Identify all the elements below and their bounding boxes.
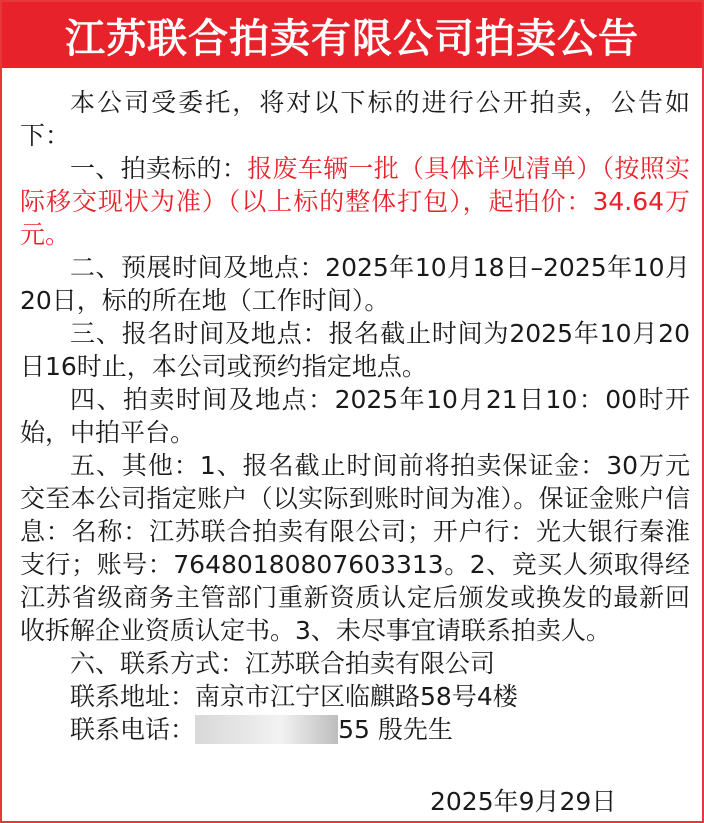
item-4-paragraph: 四、拍卖时间及地点：2025年10月21日10：00时开始，中拍平台。 xyxy=(20,385,690,447)
notice-date: 2025年9月29日 xyxy=(430,787,617,816)
contact-phone-label: 联系电话： xyxy=(70,715,196,744)
item-1-content: 报废车辆一批（具体详见清单）（按照实际移交现状为准）（以上标的整体打包），起拍价：34.64万元。 xyxy=(20,154,690,249)
contact-phone-suffix: 55 殷先生 xyxy=(338,715,453,744)
item-2-paragraph: 二、预展时间及地点：2025年10月18日–2025年10月20日，标的所在地（工作时间）。 xyxy=(20,253,690,315)
item-5-paragraph: 五、其他：1、报名截止时间前将拍卖保证金：30万元交至本公司指定账户（以实际到账时间为准）。保证金账户信息：名称：江苏联合拍卖有限公司；开户行：光大银行秦淮支行；账号：76480180807603313。2、竞买人须取得经江苏省级商务主管部门重新资质认定后颁发或换发的最新回收拆解企业资质认定书。3、未尽事宜请联系拍卖人。 xyxy=(20,451,690,645)
title-bar xyxy=(2,2,702,68)
notice-body xyxy=(20,86,690,746)
contact-phone-masked xyxy=(195,715,338,744)
contact-address: 联系地址：南京市江宁区临麒路58号4楼 xyxy=(70,682,518,711)
intro-paragraph: 本公司受委托，将对以下标的进行公开拍卖，公告如下： xyxy=(20,88,690,150)
item-3-paragraph: 三、报名时间及地点：报名截止时间为2025年10月20日16时止，本公司或预约指定地点。 xyxy=(20,319,690,381)
contact-method: 六、联系方式：江苏联合拍卖有限公司 xyxy=(70,649,496,678)
contact-phone xyxy=(20,713,690,746)
item-1-paragraph xyxy=(20,152,690,251)
item-1-label: 一、拍卖标的： xyxy=(70,154,248,183)
notice-title: 江苏联合拍卖有限公司拍卖公告 xyxy=(65,14,639,62)
